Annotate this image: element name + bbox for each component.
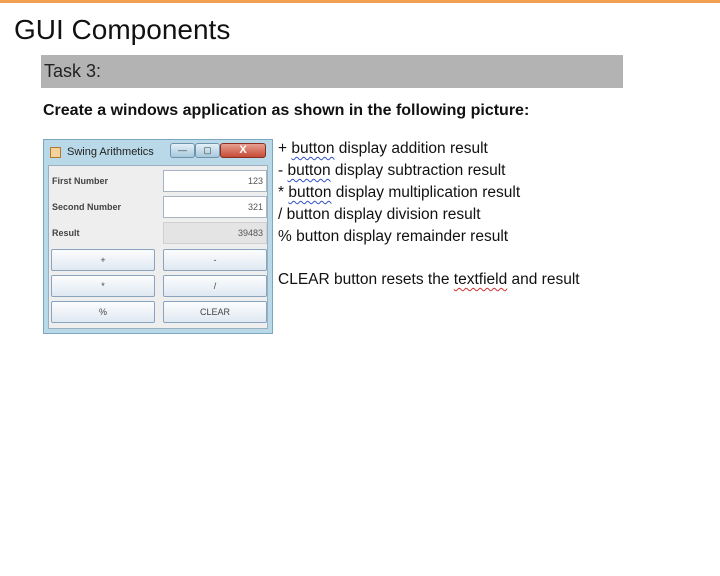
minimize-button[interactable]: — [170,143,195,158]
slide-title: GUI Components [14,14,231,45]
result-field: 39483 [163,222,267,244]
maximize-button[interactable]: ▢ [195,143,220,158]
window-titlebar [44,140,272,164]
swing-window-screenshot [43,139,273,334]
instruction-text: Create a windows application as shown in the following picture: [43,102,530,119]
desc-word: button [291,140,335,157]
second-number-field[interactable]: 321 [163,196,267,218]
result-label: Result [52,228,80,238]
clear-note-before: CLEAR button resets the [278,271,450,288]
desc-symbol: - [278,162,284,179]
task-header [41,55,623,88]
desc-multiplication [278,184,520,202]
remainder-button[interactable]: % [51,301,155,323]
subtract-button[interactable]: - [163,249,267,271]
desc-text: display subtraction result [334,162,506,179]
desc-division [278,206,481,224]
desc-text: display addition result [338,140,488,157]
desc-symbol: * [278,184,285,201]
desc-symbol: % [278,228,292,245]
second-number-label: Second Number [52,202,122,212]
desc-word: button [288,184,332,201]
clear-note-highlight: textfield [453,271,508,288]
desc-text: display multiplication result [335,184,521,201]
divide-button[interactable]: / [163,275,267,297]
desc-word: button [286,206,330,223]
window-title: Swing Arithmetics [67,146,154,158]
multiply-button[interactable]: * [51,275,155,297]
desc-word: button [287,162,331,179]
desc-symbol: + [278,140,288,157]
task-label: Task 3: [44,61,102,81]
close-button[interactable]: X [220,143,266,158]
desc-clear [278,271,580,289]
clear-button[interactable]: CLEAR [163,301,267,323]
desc-word: button [296,228,340,245]
window-content [48,165,268,329]
top-accent-rule [0,0,720,3]
desc-symbol: / [278,206,283,223]
first-number-label: First Number [52,176,109,186]
desc-text: display remainder result [343,228,509,245]
desc-text: display division result [334,206,481,223]
desc-addition [278,140,488,158]
clear-note-after: and result [511,271,580,288]
java-app-icon [50,147,61,158]
add-button[interactable]: + [51,249,155,271]
desc-subtraction [278,162,506,180]
desc-remainder [278,228,508,246]
first-number-field[interactable]: 123 [163,170,267,192]
